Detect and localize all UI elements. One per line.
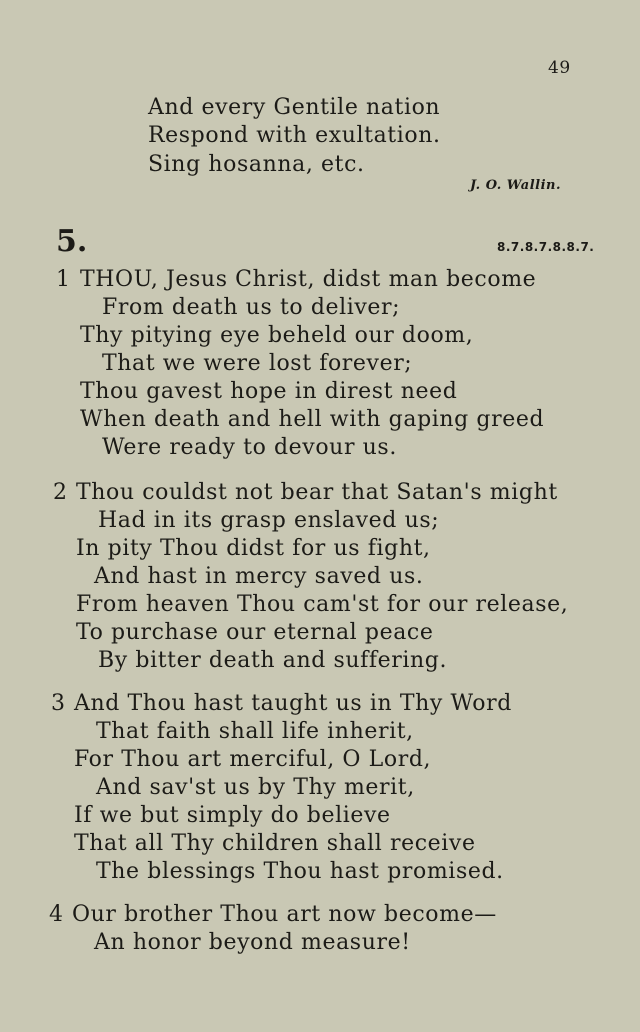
verse-line: To purchase our eternal peace bbox=[76, 620, 434, 645]
verse-line: The blessings Thou hast promised. bbox=[96, 859, 504, 884]
previous-hymn-line: Sing hosanna, etc. bbox=[148, 152, 365, 177]
previous-hymn-line: Respond with exultation. bbox=[148, 123, 441, 148]
verse-line: Our brother Thou art now become— bbox=[72, 902, 497, 927]
verse-line: Were ready to devour us. bbox=[102, 435, 397, 460]
verse-number: 1 bbox=[56, 267, 70, 292]
page-number: 49 bbox=[548, 58, 571, 78]
verse-line: For Thou art merciful, O Lord, bbox=[74, 747, 432, 772]
verse-number: 3 bbox=[51, 691, 65, 716]
verse-line: And hast in mercy saved us. bbox=[94, 564, 424, 589]
verse-line: That all Thy children shall receive bbox=[74, 831, 476, 856]
hymn-number: 5. bbox=[56, 224, 88, 259]
verse-line: That we were lost forever; bbox=[102, 351, 413, 376]
verse-line: And Thou hast taught us in Thy Word bbox=[74, 691, 512, 716]
verse-number: 2 bbox=[53, 480, 67, 505]
verse-line: Had in its grasp enslaved us; bbox=[98, 508, 440, 533]
verse-line: Thou gavest hope in direst need bbox=[80, 379, 458, 404]
verse-line: In pity Thou didst for us fight, bbox=[76, 536, 431, 561]
verse-line: That faith shall life inherit, bbox=[96, 719, 414, 744]
verse-line: Thy pitying eye beheld our doom, bbox=[80, 323, 474, 348]
verse-line: If we but simply do believe bbox=[74, 803, 391, 828]
verse-line: Thou couldst not bear that Satan's might bbox=[76, 480, 558, 505]
previous-hymn-line: And every Gentile nation bbox=[148, 95, 441, 120]
verse-number: 4 bbox=[49, 902, 63, 927]
verse-line: THOU, Jesus Christ, didst man become bbox=[80, 267, 537, 292]
verse-line: An honor beyond measure! bbox=[94, 930, 411, 955]
hymn-meter: 8.7.8.7.8.8.7. bbox=[497, 240, 595, 254]
verse-line: When death and hell with gaping greed bbox=[80, 407, 545, 432]
verse-line: By bitter death and suffering. bbox=[98, 648, 448, 673]
verse-line: And sav'st us by Thy merit, bbox=[96, 775, 415, 800]
verse-line: From heaven Thou cam'st for our release, bbox=[76, 592, 569, 617]
author-attribution: J. O. Wallin. bbox=[470, 178, 561, 193]
verse-line: From death us to deliver; bbox=[102, 295, 401, 320]
